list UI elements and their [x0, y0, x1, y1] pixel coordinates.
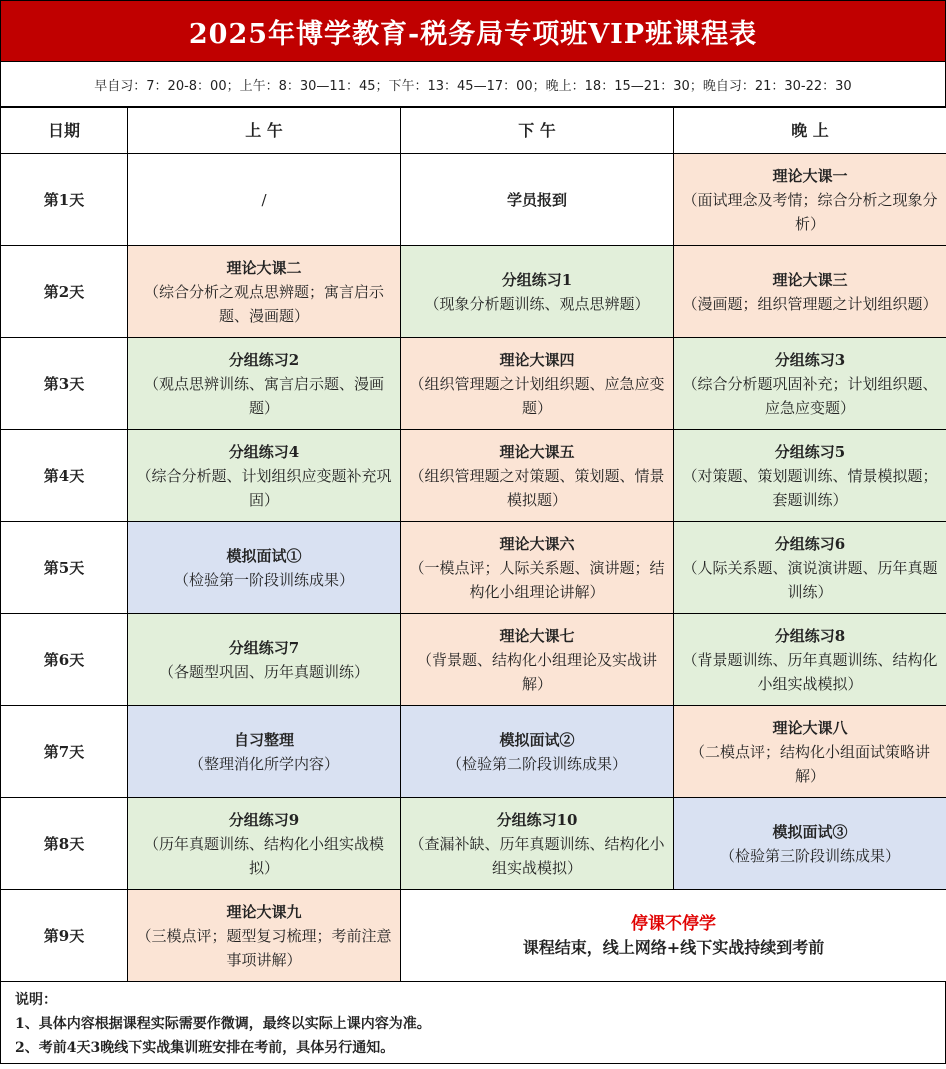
cell-afternoon: [401, 154, 674, 246]
cell-title: 模拟面试③: [772, 822, 848, 841]
cell-evening: [674, 614, 946, 706]
cell-title: 模拟面试①: [226, 546, 302, 565]
cell-morning: [128, 338, 401, 430]
cell-afternoon: [401, 246, 674, 338]
header-evening: 晚 上: [674, 108, 946, 154]
cell-desc: （组织管理题之计划组织题、应急应变题）: [409, 374, 665, 417]
rest-desc: 课程结束，线上网络+线下实战持续到考前: [522, 937, 825, 957]
cell-desc: （一模点评；人际关系题、演讲题；结构化小组理论讲解）: [409, 558, 665, 601]
cell-morning: [128, 614, 401, 706]
table-row: [1, 154, 946, 246]
day-label: 第2天: [1, 246, 128, 338]
cell-title: 分组练习8: [774, 626, 846, 645]
cell-afternoon: [401, 338, 674, 430]
cell-desc: （历年真题训练、结构化小组实战模拟）: [143, 834, 384, 877]
cell-evening: [674, 798, 946, 890]
cell-desc: （检验第一阶段训练成果）: [173, 570, 354, 589]
cell-title: 理论大课一: [772, 166, 848, 185]
rest-title: 停课不停学: [631, 913, 716, 934]
table-row: [1, 246, 946, 338]
cell-title: 自习整理: [233, 730, 294, 749]
cell-title: 分组练习4: [228, 442, 300, 461]
cell-morning: [128, 798, 401, 890]
cell-title: 分组练习9: [228, 810, 300, 829]
day-label: 第5天: [1, 522, 128, 614]
header-date: 日期: [1, 108, 128, 154]
notes-heading: 说明：: [15, 992, 57, 1008]
cell-morning: [128, 522, 401, 614]
cell-title: 理论大课五: [499, 442, 575, 461]
cell-title: 理论大课六: [499, 534, 575, 553]
day-label: 第7天: [1, 706, 128, 798]
cell-title: 分组练习3: [774, 350, 846, 369]
table-row: [1, 430, 946, 522]
cell-morning: [128, 890, 401, 982]
cell-desc: （三模点评；题型复习梳理；考前注意事项讲解）: [136, 926, 392, 969]
cell-afternoon: [401, 798, 674, 890]
cell-desc: （二模点评；结构化小组面试策略讲解）: [689, 742, 930, 785]
cell-title: /: [261, 190, 267, 209]
cell-title: 模拟面试②: [499, 730, 575, 749]
schedule-table: [0, 107, 946, 982]
cell-evening: [674, 246, 946, 338]
day-label: 第3天: [1, 338, 128, 430]
cell-desc: （检验第二阶段训练成果）: [446, 754, 627, 773]
day-label: 第1天: [1, 154, 128, 246]
note-item: 1、具体内容根据课程实际需要作微调，最终以实际上课内容为准。: [15, 1016, 431, 1032]
cell-title: 理论大课二: [226, 258, 302, 277]
cell-title: 分组练习2: [228, 350, 300, 369]
cell-desc: （综合分析题巩固补充；计划组织题、应急应变题）: [682, 374, 938, 417]
cell-title: 理论大课四: [499, 350, 575, 369]
day-label: 第9天: [1, 890, 128, 982]
cell-evening: [674, 522, 946, 614]
table-row: [1, 706, 946, 798]
cell-evening: [674, 706, 946, 798]
cell-afternoon: [401, 706, 674, 798]
note-item: 2、考前4天3晚线下实战集训班安排在考前，具体另行通知。: [15, 1040, 395, 1056]
cell-title: 分组练习6: [774, 534, 846, 553]
cell-desc: （漫画题；组织管理题之计划组织题）: [682, 294, 938, 313]
cell-evening: [674, 430, 946, 522]
time-schedule-info: 早自习：7：20-8：00；上午：8：30—11：45；下午：13：45—17：00；晚上：18：15—21：30；晚自习：21：30-22：30: [0, 62, 946, 107]
cell-desc: （背景题、结构化小组理论及实战讲解）: [416, 650, 657, 693]
cell-morning: [128, 154, 401, 246]
page-title: 2025年博学教育-税务局专项班VIP班课程表: [0, 0, 946, 62]
cell-desc: （检验第三阶段训练成果）: [719, 846, 900, 865]
cell-desc: （人际关系题、演说演讲题、历年真题训练）: [682, 558, 938, 601]
cell-title: 理论大课八: [772, 718, 848, 737]
cell-desc: （综合分析之观点思辨题；寓言启示题、漫画题）: [143, 282, 384, 325]
header-afternoon: 下 午: [401, 108, 674, 154]
table-row: [1, 798, 946, 890]
cell-morning: [128, 246, 401, 338]
cell-afternoon: [401, 614, 674, 706]
cell-title: 理论大课九: [226, 902, 302, 921]
table-row: [1, 338, 946, 430]
cell-evening: [674, 154, 946, 246]
cell-title: 理论大课七: [499, 626, 575, 645]
cell-desc: （组织管理题之对策题、策划题、情景模拟题）: [409, 466, 665, 509]
table-row: [1, 890, 946, 982]
cell-desc: （整理消化所学内容）: [188, 754, 339, 773]
cell-afternoon: [401, 430, 674, 522]
table-row: [1, 614, 946, 706]
day-label: 第6天: [1, 614, 128, 706]
cell-course-end: [401, 890, 946, 982]
day-label: 第4天: [1, 430, 128, 522]
cell-evening: [674, 338, 946, 430]
cell-desc: （各题型巩固、历年真题训练）: [158, 662, 369, 681]
cell-desc: （面试理念及考情；综合分析之现象分析）: [682, 190, 938, 233]
cell-title: 学员报到: [506, 190, 567, 209]
cell-title: 分组练习10: [496, 810, 578, 829]
notes-section: [0, 982, 946, 1064]
cell-morning: [128, 706, 401, 798]
cell-title: 分组练习1: [501, 270, 573, 289]
cell-afternoon: [401, 522, 674, 614]
header-morning: 上 午: [128, 108, 401, 154]
table-row: [1, 522, 946, 614]
cell-morning: [128, 430, 401, 522]
cell-desc: （查漏补缺、历年真题训练、结构化小组实战模拟）: [409, 834, 665, 877]
cell-desc: （背景题训练、历年真题训练、结构化小组实战模拟）: [682, 650, 938, 693]
cell-title: 理论大课三: [772, 270, 848, 289]
cell-desc: （综合分析题、计划组织应变题补充巩固）: [136, 466, 392, 509]
cell-desc: （现象分析题训练、观点思辨题）: [424, 294, 650, 313]
cell-desc: （观点思辨训练、寓言启示题、漫画题）: [143, 374, 384, 417]
day-label: 第8天: [1, 798, 128, 890]
table-header-row: [1, 108, 946, 154]
cell-title: 分组练习7: [228, 638, 300, 657]
cell-title: 分组练习5: [774, 442, 846, 461]
cell-desc: （对策题、策划题训练、情景模拟题；套题训练）: [682, 466, 938, 509]
